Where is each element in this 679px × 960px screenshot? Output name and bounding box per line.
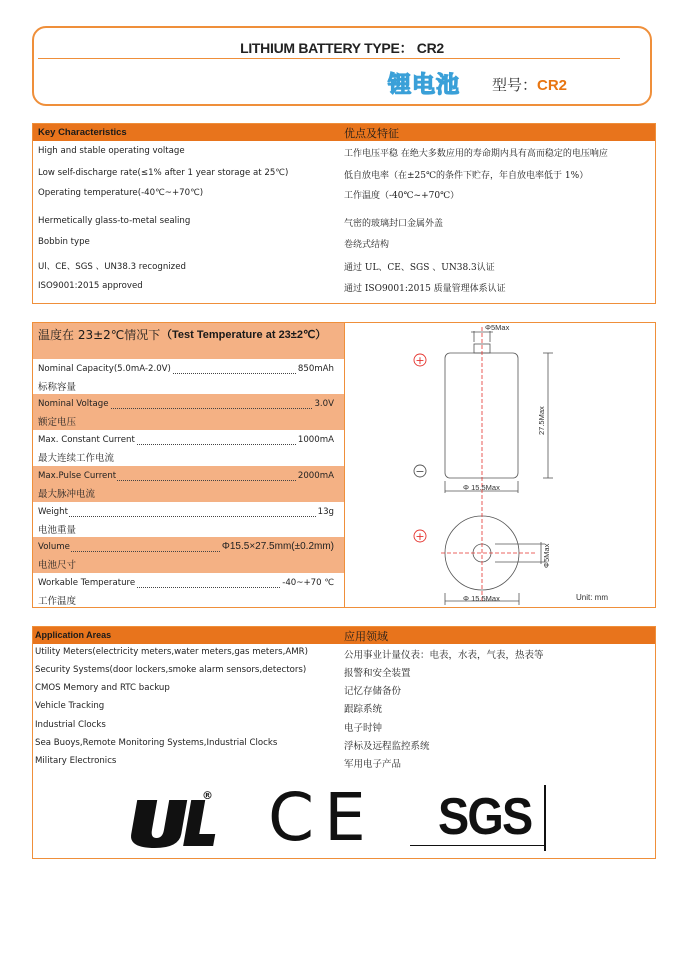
ce-logo: CE (268, 779, 376, 856)
application-en: Security Systems(door lockers,smoke alarm sensors,detectors) (35, 665, 307, 675)
battery-body-outline (445, 353, 518, 478)
application-en: Industrial Clocks (35, 720, 106, 730)
unit-label: Unit: mm (576, 593, 608, 602)
application-row (33, 683, 655, 699)
characteristic-en: Low self-discharge rate(≤1% after 1 year storage at 25℃) (38, 168, 289, 178)
parameter-row (33, 394, 344, 430)
model-value: CR2 (537, 77, 568, 94)
characteristic-row (33, 237, 655, 253)
characteristic-row (33, 188, 655, 204)
parameter-label: Max. Constant Current (38, 435, 135, 445)
application-zh: 浮标及远程监控系统 (344, 741, 430, 752)
parameter-value: 1000mA (297, 435, 334, 445)
parameter-row (33, 359, 344, 395)
parameter-label-zh: 电池重量 (38, 525, 77, 536)
side-width-label: Φ 15.5Max (463, 483, 500, 492)
application-row (33, 701, 655, 717)
parameter-label: Max.Pulse Current (38, 471, 117, 481)
applications-header (33, 627, 655, 644)
application-en: CMOS Memory and RTC backup (35, 683, 170, 693)
parameter-row (33, 430, 344, 466)
applications-title: Application Areas (35, 630, 112, 640)
characteristic-en: Operating temperature(-40℃~+70℃) (38, 188, 204, 198)
page-title: LITHIUM BATTERY TYPE： CR2 (240, 40, 444, 56)
characteristic-row (33, 216, 655, 232)
parameter-row (33, 502, 344, 538)
sgs-bar (544, 785, 546, 851)
parameter-label: Volume (38, 542, 70, 552)
key-characteristics-section (32, 123, 656, 304)
application-row (33, 738, 655, 754)
parameter-label-zh: 工作温度 (38, 596, 77, 607)
positive-symbol-text: + (415, 354, 425, 367)
parameter-row (33, 573, 344, 609)
characteristic-zh: 通过 UL、CE、SGS 、UN38.3认证 (344, 263, 495, 273)
parameter-row (33, 466, 344, 502)
application-zh: 公用事业计量仪表：电表，水表，气表，热表等 (344, 650, 544, 661)
applications-title-zh: 应用领域 (344, 630, 388, 643)
parameters-panel (33, 323, 344, 607)
parameter-label-zh: 最大连续工作电流 (38, 453, 115, 464)
characteristic-row (33, 260, 655, 276)
lithium-battery-logo: 锂电池 (388, 72, 460, 98)
characteristic-zh: 通过 ISO9001:2015 质量管理体系认证 (344, 284, 506, 294)
parameter-label-zh: 最大脉冲电流 (38, 489, 96, 500)
application-row (33, 756, 655, 772)
characteristic-row (33, 281, 655, 297)
application-en: Sea Buoys,Remote Monitoring Systems,Industrial Clocks (35, 738, 278, 748)
height-dimension-label: 27.5Max (537, 406, 546, 435)
key-characteristics-title: Key Characteristics (38, 127, 127, 138)
parameter-label: Nominal Voltage (38, 399, 109, 409)
parameter-label: Nominal Capacity(5.0mA-2.0V) (38, 364, 171, 374)
parameters-title-zh: 温度在 23±2℃情况下 (38, 328, 161, 342)
application-en: Utility Meters(electricity meters,water meters,gas meters,AMR) (35, 647, 308, 657)
characteristic-zh: 工作温度（-40℃~+70℃） (344, 191, 460, 201)
characteristic-en: Ul、CE、SGS 、UN38.3 recognized (38, 262, 186, 272)
sgs-logo: SGS (438, 788, 532, 846)
characteristic-en: Hermetically glass-to-metal sealing (38, 216, 191, 226)
header-divider (38, 58, 620, 59)
certification-logos (120, 779, 560, 856)
parameters-title-en: （Test Temperature at 23±2℃） (161, 329, 327, 341)
parameter-label: Weight (38, 507, 68, 517)
application-zh: 军用电子产品 (344, 759, 402, 770)
characteristic-en: High and stable operating voltage (38, 146, 185, 156)
parameters-header (33, 323, 344, 359)
parameter-label: Workable Temperature (38, 578, 136, 588)
characteristic-row (33, 168, 655, 184)
characteristic-en: ISO9001:2015 approved (38, 281, 143, 291)
application-en: Vehicle Tracking (35, 701, 105, 711)
header-frame (32, 26, 652, 106)
characteristic-zh: 气密的玻璃封口金属外盖 (344, 219, 444, 229)
application-en: Military Electronics (35, 756, 117, 766)
battery-dimension-diagram (345, 323, 655, 607)
application-zh: 报警和安全装置 (344, 668, 411, 679)
application-row (33, 720, 655, 736)
characteristic-zh: 工作电压平稳 在绝大多数应用的寿命期内具有高而稳定的电压响应 (344, 149, 608, 159)
top-width-label: Φ 15.5Max (463, 594, 500, 603)
sgs-underline (410, 845, 546, 846)
parameter-value: 2000mA (297, 471, 334, 481)
parameter-label-zh: 标称容量 (38, 382, 77, 393)
application-row (33, 665, 655, 681)
parameter-value: 3.0V (314, 399, 334, 409)
characteristic-zh: 卷绕式结构 (344, 240, 390, 250)
model-label: 型号：CR2 (492, 76, 568, 94)
terminal-diameter-label: Φ5Max (485, 323, 510, 332)
parameters-section (32, 322, 656, 608)
parameter-value: 850mAh (297, 364, 334, 374)
inner-diameter-label: Φ5Max (542, 543, 551, 568)
positive-symbol-text: + (415, 530, 425, 543)
key-characteristics-title-zh: 优点及特征 (344, 127, 399, 140)
parameter-value: 13g (317, 507, 334, 517)
characteristic-zh: 低自放电率（在±25℃的条件下贮存，年自放电率低于 1%） (344, 171, 589, 181)
characteristic-en: Bobbin type (38, 237, 90, 247)
application-zh: 跟踪系统 (344, 704, 383, 715)
ul-registered-mark: ® (202, 789, 213, 802)
parameter-row (33, 537, 344, 573)
characteristic-row (33, 146, 655, 162)
application-row (33, 647, 655, 663)
parameter-label-zh: 电池尺寸 (38, 560, 77, 571)
application-zh: 电子时钟 (344, 723, 383, 734)
application-zh: 记忆存储备份 (344, 686, 402, 697)
parameter-value: -40~+70 ℃ (282, 578, 334, 588)
key-characteristics-header (33, 124, 655, 141)
negative-symbol-text: − (415, 465, 425, 478)
parameter-value: Φ15.5×27.5mm(±0.2mm) (221, 541, 334, 552)
parameter-label-zh: 额定电压 (38, 417, 77, 428)
